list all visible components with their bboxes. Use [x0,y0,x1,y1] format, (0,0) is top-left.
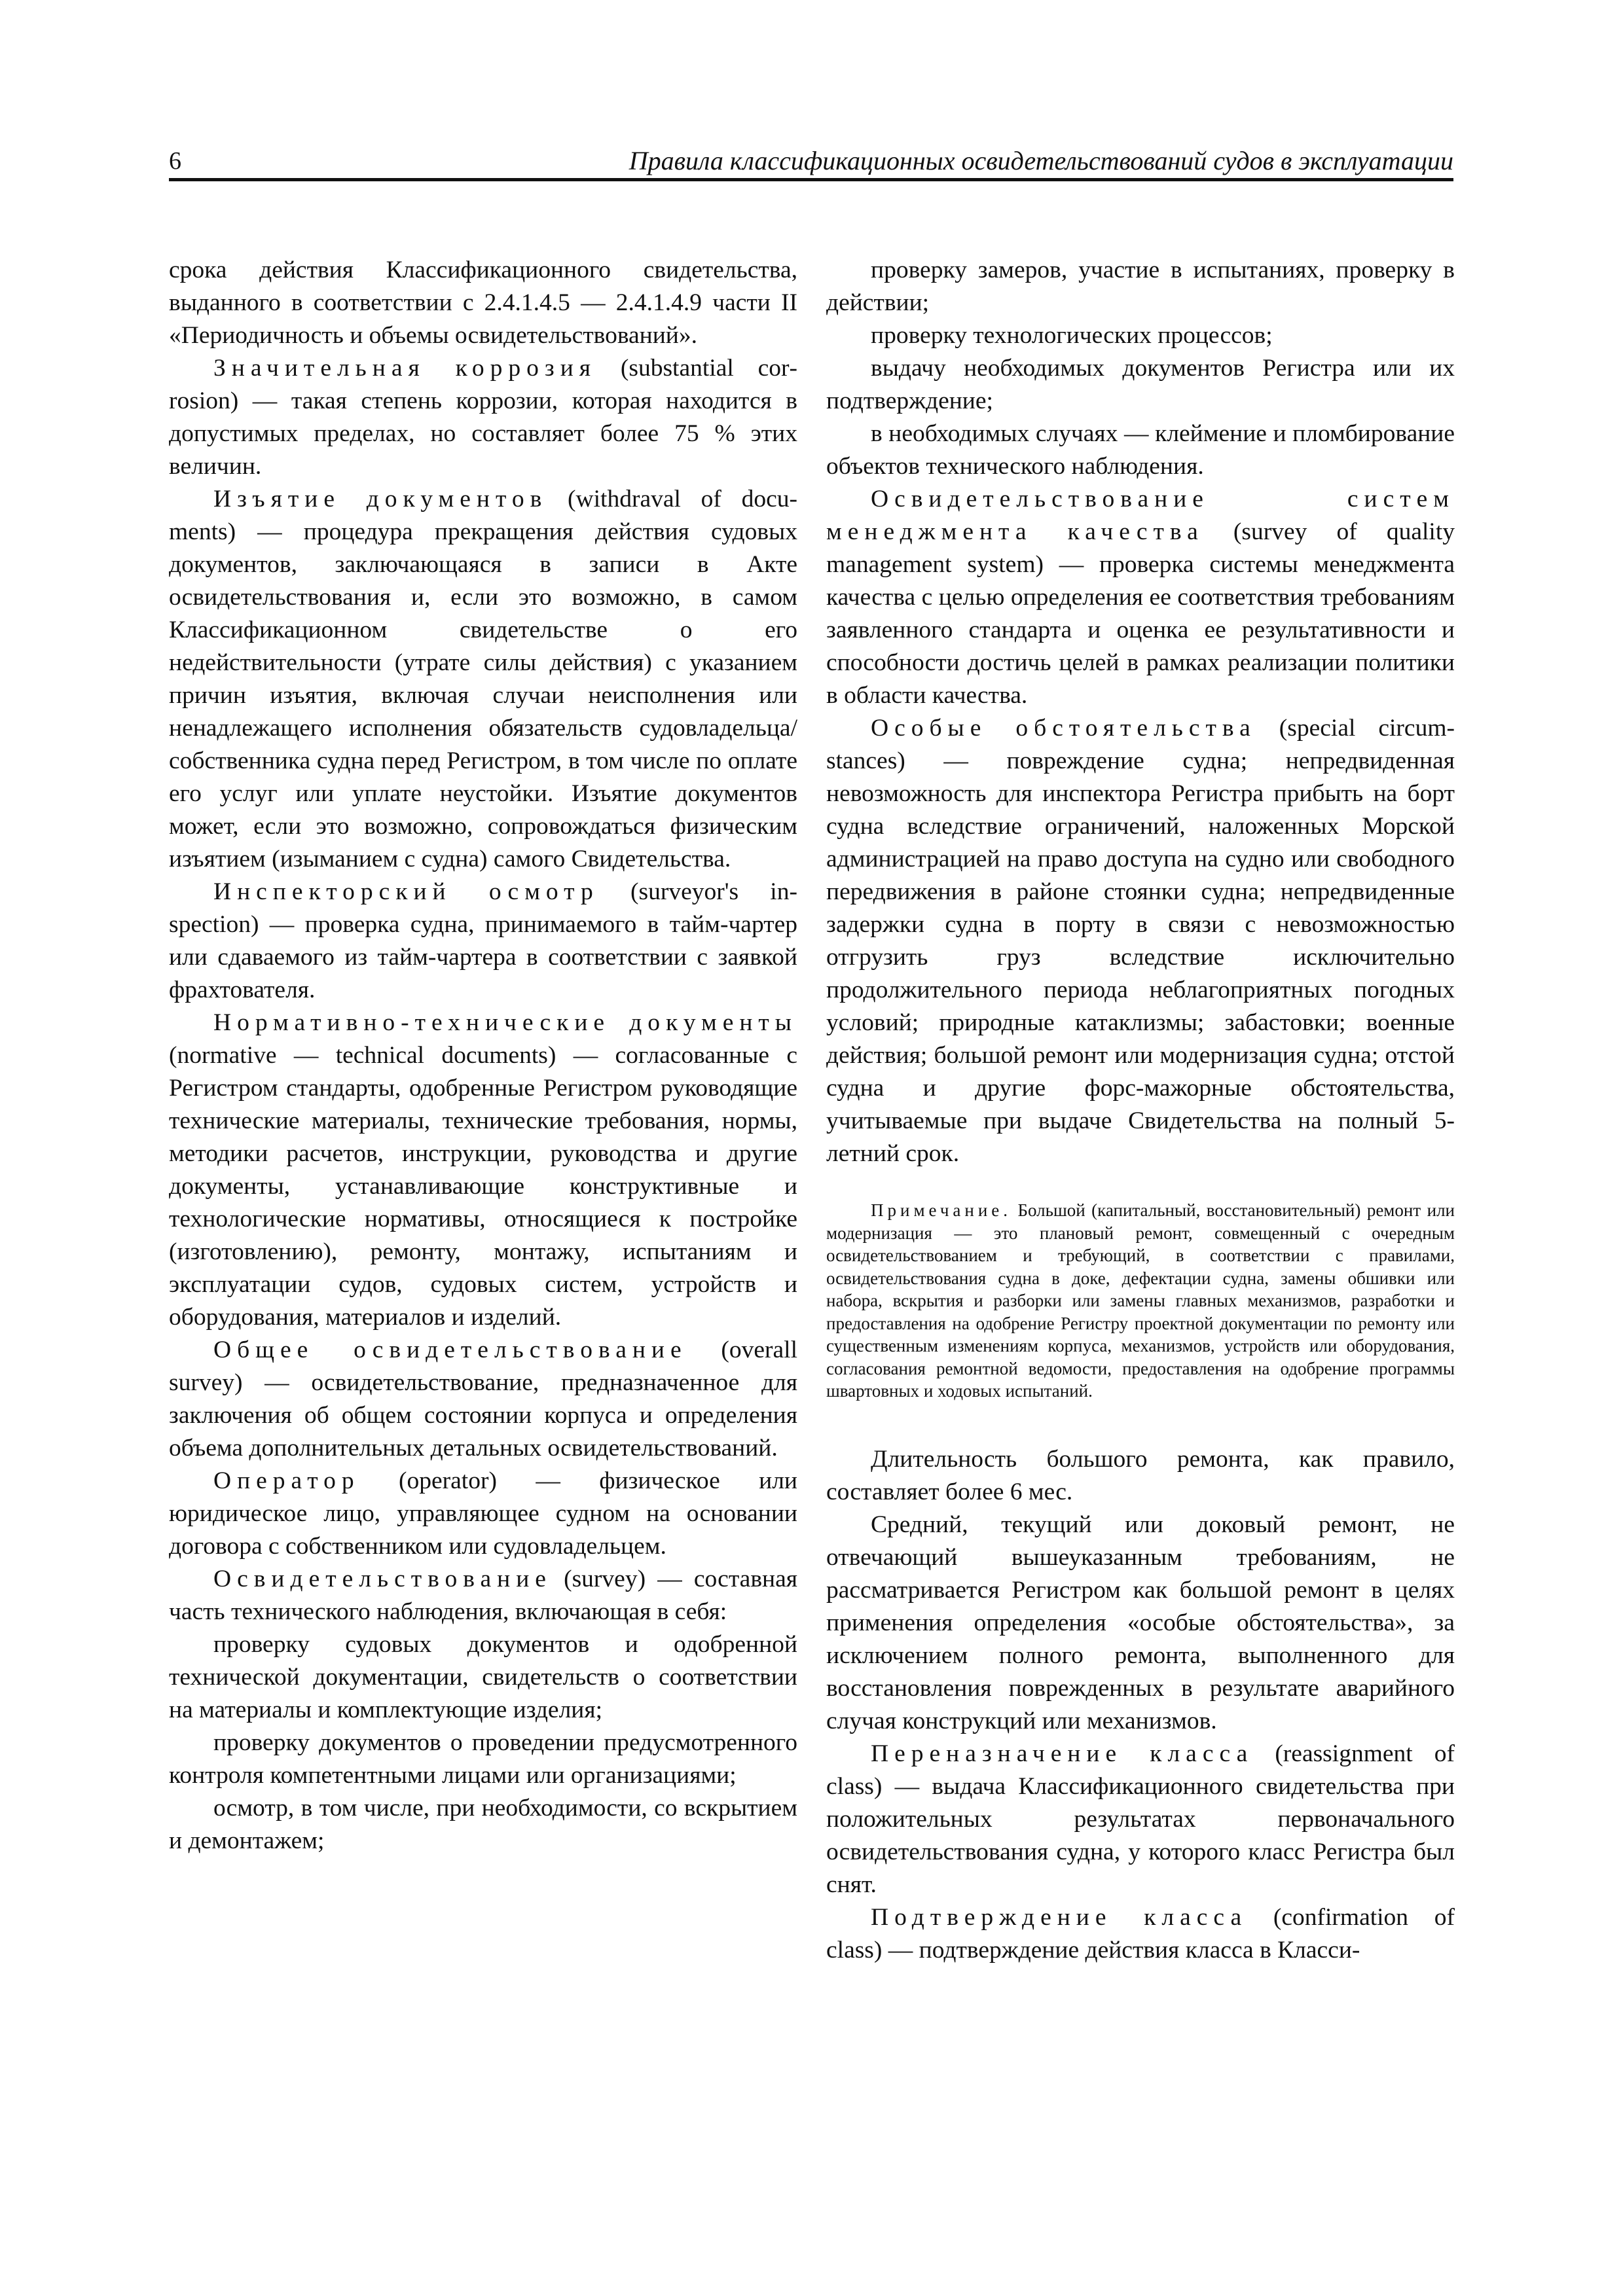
running-title: Правила классификационных освидетельствований судов в эксплуатации [629,146,1453,175]
list-item: в необходимых случаях — клеймение и пломбирование объектов технического наблюдения. [826,420,1455,480]
defined-term: Оператор [213,1467,360,1494]
defined-term: Подтверждение класса [871,1903,1248,1931]
note-text: Большой (капитальный, восстановительный) ремонт или модернизация — это плановый ремонт, совмещенный с очередным освидетельствованием и требующий, в соответствии с правилами, освидетельствования судна в доке, дефектации судна, замены обшивки или набора, вскрытия и разборки или замены главных механизмов, разработки и предоставления на одобрение Регистру проектной документации по ремонту или существенным изменениям корпуса, механизмов, устройств или оборудования, согласования ремонтной ведомости, предоставления на одобрение программы швартовных и ходовых испытаний. [826,1200,1455,1401]
defined-term: Нормативно-технические документы [213,1009,797,1036]
right-column [826,254,1455,1967]
definition-text: (operator) — физическое или юридическое лицо, управляющее судном на основании договора с собственником или судовладельцем. [169,1467,797,1560]
defined-term: Переназначение класса [871,1740,1254,1767]
note-block [826,1199,1455,1403]
defined-term: Изъятие документов [213,486,548,512]
page-number: 6 [169,147,181,175]
definition-paragraph [169,483,797,876]
definition-text: (survey) — составная часть технического наблюдения, включающая в себя: [169,1566,797,1625]
defined-term: Значительная коррозия [213,355,597,382]
definition-paragraph [169,1007,797,1334]
paragraph: Средний, текущий или доковый ремонт, не отвечающий вышеуказанным требованиям, не рассматривается Регистром как большой ремонт в целях применения определения «особые обстоятельства», за исключением полного ремонта, выполненного для восстановления поврежденных в результате аварийного случая конструкций или механизмов. [826,1511,1455,1734]
note-label: Примечание. [871,1200,1012,1220]
definition-paragraph [826,712,1455,1170]
list-item: проверку документов о проведении предусмотренного контроля компетентными лицами или организациями; [169,1729,797,1789]
list-item: осмотр, в том числе, при необходимости, со вскрытием и демонтажем; [169,1795,797,1854]
defined-term: Особые обстоятельства [871,715,1256,742]
definition-paragraph [169,1563,797,1628]
definition-paragraph [169,876,797,1007]
definition-paragraph [169,352,797,483]
list-item: выдачу необходимых документов Регистра или их подтверждение; [826,355,1455,414]
definition-paragraph [826,1901,1455,1967]
defined-term: Общее освидетельствование [213,1336,687,1363]
definition-text: (survey of quality management system) — проверка системы менеджмента качества с целью определения ее соответствия требованиям заявленного стандарта и оценка ее результативности и способности достичь целей в рамках реализации политики в области качества. [826,518,1455,709]
list-item: проверку замеров, участие в испытаниях, проверку в действии; [826,257,1455,316]
definition-paragraph [169,1465,797,1563]
list-item: проверку технологических процессов; [871,322,1273,349]
left-column [169,254,797,1857]
defined-term: Освидетельствование систем менеджмента качества [826,486,1455,545]
definition-text: (overall survey) — освидетельствование, предназначенное для заключения об общем состоянии корпуса и определения объема дополнительных детальных освидетельствований. [169,1336,797,1462]
definition-text: (surveyor's inspection) — проверка судна, принимаемого в тайм-чартер или сдаваемого из тайм-чартера в соответствии с заявкой фрахтователя. [169,878,797,1003]
definition-text: (normative — technical documents) — согласованные с Регистром стандарты, одобренные Регистром руководящие технические материалы, технические требования, нормы, методики расчетов, инструкции, руководства и другие документы, устанавливающие конструктивные и технологические нормативы, относящиеся к постройке (изготовлению), ремонту, монтажу, испытаниям и эксплуатации судов, судовых систем, устройств и оборудования, материалов и изделий. [169,1042,797,1331]
paragraph: Длительность большого ремонта, как правило, составляет более 6 мес. [826,1445,1455,1505]
list-item: проверку судовых документов и одобренной технической документации, свидетельств о соответствии на материалы и комплектующие изделия; [169,1631,797,1723]
page-header [169,145,1453,179]
definition-paragraph [826,1738,1455,1901]
definition-text: (reassignment of class) — выдача Классификационного свидетельства при положительных результатах первоначального освидетельствования судна, у которого класс Регистра был снят. [826,1740,1455,1898]
paragraph: срока действия Классификационного свидетельства, выданного в соответствии с 2.4.1.4.5 — 2.4.1.4.9 части II «Периодичность и объемы освидетельствований». [169,257,797,349]
definition-text: (withdraval of documents) — процедура прекращения действия судовых документов, заключающаяся в записи в Акте освидетельствования и, если это возможно, в самом Классификационном свидетельстве о его недействительности (утрате силы действия) с указанием причин изъятия, включая случаи неисполнения или ненадлежащего исполнения обязательств судовладельца/собственника судна перед Регистром, в том числе по оплате его услуг или уплате неустойки. Изъятие документов может, если это возможно, сопровождаться физическим изъятием (изыманием с судна) самого Свидетельства. [169,486,798,872]
definition-paragraph [826,483,1455,712]
header-rule [169,178,1453,181]
definition-text: (special circumstances) — повреждение судна; непредвиденная невозможность для инспектора Регистра прибыть на борт судна вследствие ограничений, наложенных Морской администрацией на право доступа на судно или свободного передвижения в районе стоянки судна; непредвиденные задержки судна в порту в связи с невозможностью отгрузить груз вследствие исключительно продолжительного периода неблагоприятных погодных условий; природные катаклизмы; забастовки; военные действия; большой ремонт или модернизация судна; отстой судна и другие форс-мажорные обстоятельства, учитываемые при выдаче Свидетельства на полный 5-летний срок. [826,715,1455,1167]
definition-text: (substantial corrosion) — такая степень коррозии, которая находится в допустимых пределах, но составляет более 75 % этих величин. [169,355,797,480]
definition-text: (confirmation of class) — подтверждение действия класса в Класси- [826,1903,1455,1964]
defined-term: Инспекторский осмотр [213,878,599,905]
defined-term: Освидетельствование [213,1566,552,1592]
definition-paragraph [169,1334,797,1465]
